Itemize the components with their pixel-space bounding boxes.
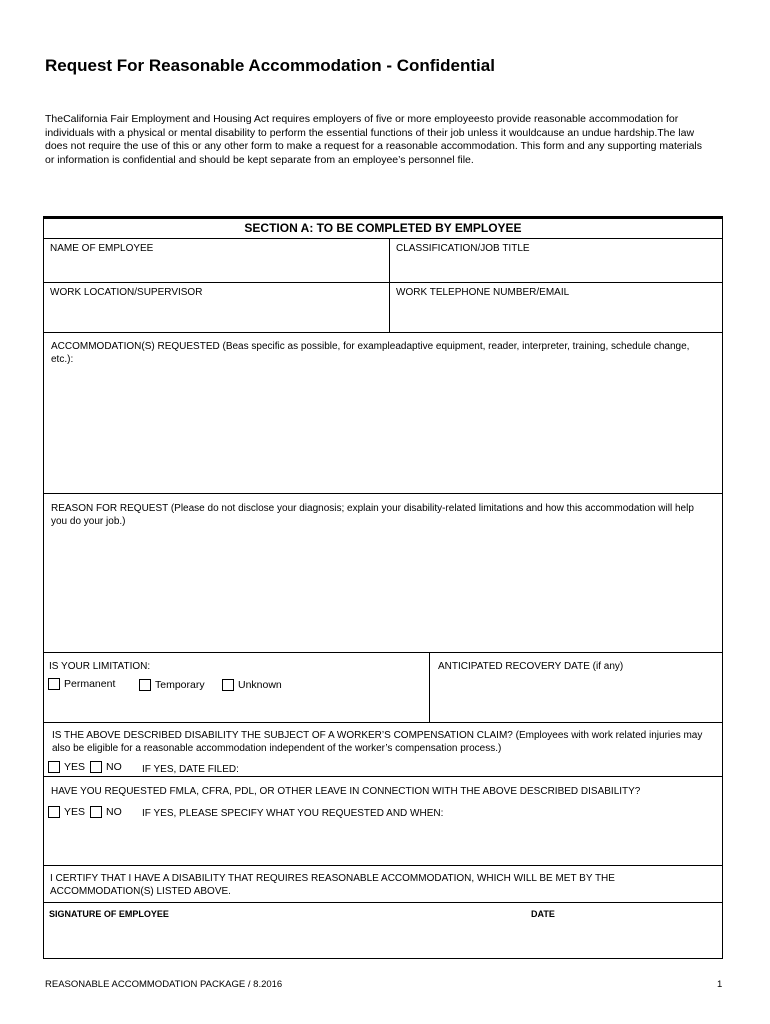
divider [43,722,723,723]
signature-field[interactable]: SIGNATURE OF EMPLOYEE [49,909,169,919]
leave-no-checkbox[interactable] [90,806,122,818]
checkbox-icon[interactable] [48,761,60,773]
date-filed-field[interactable]: IF YES, DATE FILED: [142,764,239,775]
section-a-title: SECTION A: TO BE COMPLETED BY EMPLOYEE [244,221,522,235]
divider [43,282,723,283]
page-title: Request For Reasonable Accommodation - Confidential [45,56,495,75]
checkbox-icon[interactable] [90,761,102,773]
checkbox-icon[interactable] [48,806,60,818]
checkbox-icon[interactable] [48,678,60,690]
reason-field[interactable]: REASON FOR REQUEST (Please do not disclose your diagnosis; explain your disability-related limitations and how this accommodation will help you do your job.) [51,503,694,527]
recovery-date-field[interactable]: ANTICIPATED RECOVERY DATE (if any) [438,661,624,672]
employee-name-field[interactable]: NAME OF EMPLOYEE [50,243,154,254]
temporary-label: Temporary [155,679,205,691]
yes-label: YES [64,806,86,818]
certification-statement: I CERTIFY THAT I HAVE A DISABILITY THAT REQUIRES REASONABLE ACCOMMODATION, WHICH WILL BE MET BY THE ACCOMMODATION(S) LISTED ABOVE. [50,873,615,897]
workers-comp-label: IS THE ABOVE DESCRIBED DISABILITY THE SUBJECT OF A WORKER’S COMPENSATION CLAIM? (Employees with work related injuries may also be eligible for a reasonable accommodation independent of the worker’s compensation process.) [52,730,703,754]
work-phone-field[interactable]: WORK TELEPHONE NUMBER/EMAIL [396,287,570,298]
divider [43,332,723,333]
yes-label: YES [64,761,86,773]
page-number: 1 [717,979,723,990]
footer-text: REASONABLE ACCOMMODATION PACKAGE / 8.2016 [45,979,283,990]
checkbox-icon[interactable] [90,806,102,818]
unknown-checkbox[interactable] [222,679,282,691]
accommodations-field[interactable]: ACCOMMODATION(S) REQUESTED (Beas specific as possible, for exampleadaptive equipment, reader, interpreter, training, schedule change, etc.): [51,341,690,365]
divider [43,493,723,494]
permanent-label: Permanent [64,678,116,690]
leave-yes-checkbox[interactable] [48,806,85,818]
checkbox-icon[interactable] [139,679,151,691]
classification-field[interactable]: CLASSIFICATION/JOB TITLE [396,243,530,254]
no-label: NO [106,761,122,773]
leave-label: HAVE YOU REQUESTED FMLA, CFRA, PDL, OR OTHER LEAVE IN CONNECTION WITH THE ABOVE DESCRIBED DISABILITY? [51,786,641,797]
temporary-checkbox[interactable] [139,679,205,691]
divider [43,902,723,903]
checkbox-icon[interactable] [222,679,234,691]
divider [43,776,723,777]
workers-comp-no-checkbox[interactable] [90,761,122,773]
column-divider [389,238,390,332]
unknown-label: Unknown [238,679,282,691]
form-top-border [43,216,723,219]
divider [43,865,723,866]
date-field[interactable]: DATE [531,909,555,919]
leave-details-field[interactable]: IF YES, PLEASE SPECIFY WHAT YOU REQUESTED AND WHEN: [142,808,444,819]
divider [43,238,723,239]
permanent-checkbox[interactable] [48,678,115,690]
limitation-label: IS YOUR LIMITATION: [49,661,151,672]
divider [43,652,723,653]
work-location-field[interactable]: WORK LOCATION/SUPERVISOR [50,287,203,298]
workers-comp-yes-checkbox[interactable] [48,761,85,773]
column-divider [429,652,430,722]
section-a-form [43,216,723,959]
intro-paragraph: TheCalifornia Fair Employment and Housing Act requires employers of five or more employeesto provide reasonable accommodation for individuals with a physical or mental disability to perform the essential functions of their job unless it wouldcause an undue hardship.The law does not require the use of this or any other form to make a request for a reasonable accommodation. This form and any supporting materials or information is confidential and should be kept separate from an employee’s personnel file. [45,113,702,166]
no-label: NO [106,806,122,818]
